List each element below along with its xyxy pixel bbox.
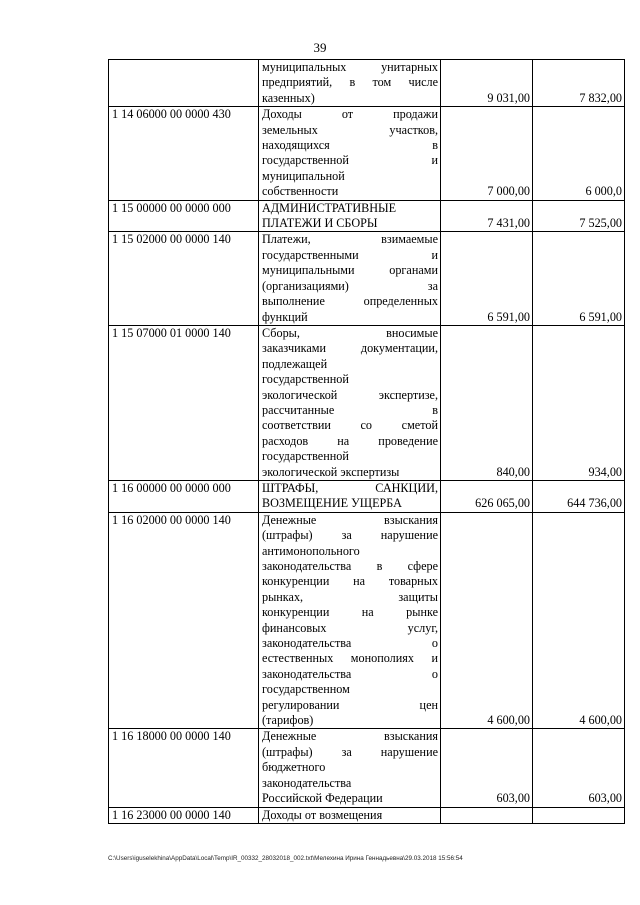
budget-code-cell: 1 16 18000 00 0000 140 — [109, 729, 259, 807]
revenue-name-line: ШТРАФЫ, САНКЦИИ, — [262, 480, 438, 495]
revenue-name-line: законодательства о — [262, 666, 438, 681]
revenue-name-cell — [259, 200, 441, 232]
revenue-name-line: подлежащей — [262, 356, 328, 371]
revenue-table — [108, 59, 625, 824]
revenue-name-line: (организациями) за — [262, 278, 438, 293]
amount-cell-year1: 4 600,00 — [441, 512, 533, 729]
amount-cell-year2: 6 591,00 — [533, 232, 625, 325]
revenue-name-cell — [259, 512, 441, 729]
revenue-name-line: Доходы от продажи — [262, 107, 438, 122]
amount-cell-year1: 840,00 — [441, 325, 533, 480]
revenue-name-line: ВОЗМЕЩЕНИЕ УЩЕРБА — [262, 496, 402, 511]
revenue-name-line: законодательства в сфере — [262, 559, 438, 573]
revenue-name-line: ПЛАТЕЖИ И СБОРЫ — [262, 216, 378, 231]
revenue-name-line: Денежные взыскания — [262, 729, 438, 744]
amount-cell-year2: 4 600,00 — [533, 512, 625, 729]
revenue-name-line: заказчиками документации, — [262, 341, 438, 356]
revenue-name-line: рынках, защиты — [262, 589, 438, 604]
amount-cell-year2 — [533, 807, 625, 823]
revenue-name-line: (тарифов) — [262, 713, 314, 728]
revenue-name-line: конкуренции на товарных — [262, 574, 438, 589]
revenue-name-line: функций — [262, 309, 308, 324]
revenue-name-line: финансовых услуг, — [262, 620, 438, 635]
amount-cell-year1: 626 065,00 — [441, 480, 533, 512]
budget-code-cell: 1 15 07000 01 0000 140 — [109, 325, 259, 480]
revenue-name-line: рассчитанные в — [262, 402, 438, 417]
revenue-table-body — [109, 60, 625, 824]
revenue-name-cell — [259, 60, 441, 107]
revenue-name-line: экологической экспертизы — [262, 464, 400, 479]
revenue-name-cell — [259, 325, 441, 480]
amount-cell-year2: 6 000,0 — [533, 107, 625, 200]
revenue-name-line: выполнение определенных — [262, 294, 438, 309]
table-row — [109, 325, 625, 480]
revenue-name-line: предприятий, в том числе — [262, 75, 438, 90]
revenue-name-line: расходов на проведение — [262, 433, 438, 448]
revenue-name-line: законодательства о — [262, 636, 438, 651]
amount-cell-year1: 6 591,00 — [441, 232, 533, 325]
table-row — [109, 200, 625, 232]
revenue-name-line: Сборы, вносимые — [262, 325, 438, 340]
revenue-name-line: государственными и — [262, 247, 438, 262]
amount-cell-year2: 7 832,00 — [533, 60, 625, 107]
amount-cell-year1: 603,00 — [441, 729, 533, 807]
amount-cell-year1 — [441, 807, 533, 823]
budget-code-cell: 1 15 02000 00 0000 140 — [109, 232, 259, 325]
amount-cell-year1: 7 431,00 — [441, 200, 533, 232]
table-row — [109, 60, 625, 107]
revenue-name-line: АДМИНИСТРАТИВНЫЕ — [262, 200, 397, 215]
amount-cell-year2: 934,00 — [533, 325, 625, 480]
revenue-name-cell — [259, 107, 441, 200]
table-row — [109, 480, 625, 512]
revenue-name-line: (штрафы) за нарушение — [262, 744, 438, 759]
revenue-name-cell — [259, 480, 441, 512]
amount-cell-year1: 9 031,00 — [441, 60, 533, 107]
revenue-name-line: соответствии со сметой — [262, 418, 438, 433]
amount-cell-year2: 7 525,00 — [533, 200, 625, 232]
revenue-name-line: конкуренции на рынке — [262, 605, 438, 620]
revenue-name-line: собственности — [262, 184, 339, 199]
revenue-name-line: Платежи, взимаемые — [262, 232, 438, 247]
revenue-name-line: регулировании цен — [262, 697, 438, 712]
revenue-name-line: муниципальными органами — [262, 263, 438, 278]
revenue-name-line: Доходы от возмещения — [262, 807, 383, 822]
revenue-name-line: государственной — [262, 449, 349, 464]
amount-cell-year2: 603,00 — [533, 729, 625, 807]
revenue-name-line: муниципальных унитарных — [262, 60, 438, 74]
table-row — [109, 807, 625, 823]
revenue-name-line: Российской Федерации — [262, 791, 383, 806]
revenue-name-line: земельных участков, — [262, 122, 438, 137]
table-row — [109, 729, 625, 807]
amount-cell-year2: 644 736,00 — [533, 480, 625, 512]
revenue-name-line: бюджетного — [262, 760, 326, 775]
budget-code-cell: 1 15 00000 00 0000 000 — [109, 200, 259, 232]
table-row — [109, 107, 625, 200]
revenue-name-cell — [259, 729, 441, 807]
revenue-name-cell — [259, 232, 441, 325]
revenue-name-line: антимонопольного — [262, 543, 360, 558]
budget-code-cell: 1 14 06000 00 0000 430 — [109, 107, 259, 200]
revenue-name-line: экологической экспертизе, — [262, 387, 438, 402]
footer-file-path: C:\Users\iguselekhina\AppData\Local\Temp\IR_00332_28032018_002.txt\Мелехина Ирина Геннадьевна\29.03.2018 15:56:54 — [108, 855, 463, 862]
revenue-name-line: естественных монополиях и — [262, 651, 438, 666]
revenue-name-line: государственной и — [262, 153, 438, 168]
amount-cell-year1: 7 000,00 — [441, 107, 533, 200]
page-number: 39 — [313, 40, 327, 55]
revenue-name-line: Денежные взыскания — [262, 512, 438, 527]
budget-code-cell: 1 16 23000 00 0000 140 — [109, 807, 259, 823]
revenue-name-cell — [259, 807, 441, 823]
revenue-name-line: казенных) — [262, 90, 315, 105]
table-row — [109, 512, 625, 729]
revenue-name-line: государственном — [262, 682, 350, 697]
table-row — [109, 232, 625, 325]
revenue-name-line: находящихся в — [262, 138, 438, 153]
budget-code-cell: 1 16 02000 00 0000 140 — [109, 512, 259, 729]
revenue-name-line: государственной — [262, 372, 349, 387]
budget-code-cell: 1 16 00000 00 0000 000 — [109, 480, 259, 512]
revenue-name-line: законодательства — [262, 775, 352, 790]
budget-code-cell — [109, 60, 259, 107]
revenue-name-line: муниципальной — [262, 168, 345, 183]
revenue-name-line: (штрафы) за нарушение — [262, 528, 438, 543]
